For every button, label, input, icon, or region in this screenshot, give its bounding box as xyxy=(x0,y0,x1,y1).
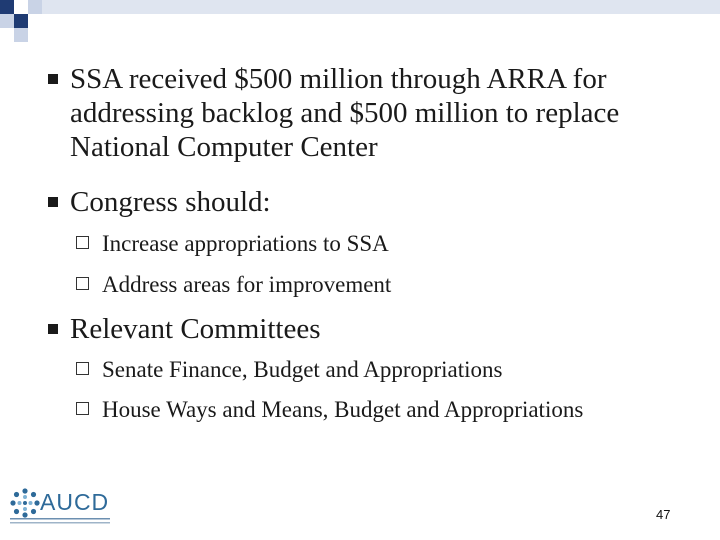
square-bullet-icon xyxy=(48,74,58,84)
sub-bullet-text: Increase appropriations to SSA xyxy=(102,231,389,256)
hollow-square-bullet-icon xyxy=(76,236,89,249)
aucd-logo xyxy=(10,488,110,528)
bullet-relevant-committees xyxy=(48,312,668,346)
sub-bullet-text: Senate Finance, Budget and Appropriations xyxy=(102,357,503,382)
sub-bullet-house xyxy=(76,396,696,424)
sub-bullet-text: Address areas for improvement xyxy=(102,272,392,297)
bullet-text: Congress should: xyxy=(70,186,271,218)
square-bullet-icon xyxy=(48,324,58,334)
sub-bullet-senate xyxy=(76,356,696,384)
hollow-square-bullet-icon xyxy=(76,362,89,375)
page-number: 47 xyxy=(656,507,671,522)
bullet-ssa-funding xyxy=(48,62,668,164)
bullet-congress-should xyxy=(48,185,668,219)
bullet-text: Relevant Committees xyxy=(70,313,321,345)
bullet-text: SSA received $500 million through ARRA for addressing backlog and $500 million to replace National Computer Center xyxy=(70,63,620,163)
aucd-starburst-icon xyxy=(10,488,40,518)
sub-bullet-text: House Ways and Means, Budget and Appropriations xyxy=(102,397,584,422)
sub-bullet-increase-appropriations xyxy=(76,230,696,258)
logo-tagline-graphic xyxy=(10,517,110,525)
logo-wordmark: AUCD xyxy=(40,489,110,515)
square-bullet-icon xyxy=(48,197,58,207)
sub-bullet-address-areas xyxy=(76,271,696,299)
hollow-square-bullet-icon xyxy=(76,402,89,415)
hollow-square-bullet-icon xyxy=(76,277,89,290)
